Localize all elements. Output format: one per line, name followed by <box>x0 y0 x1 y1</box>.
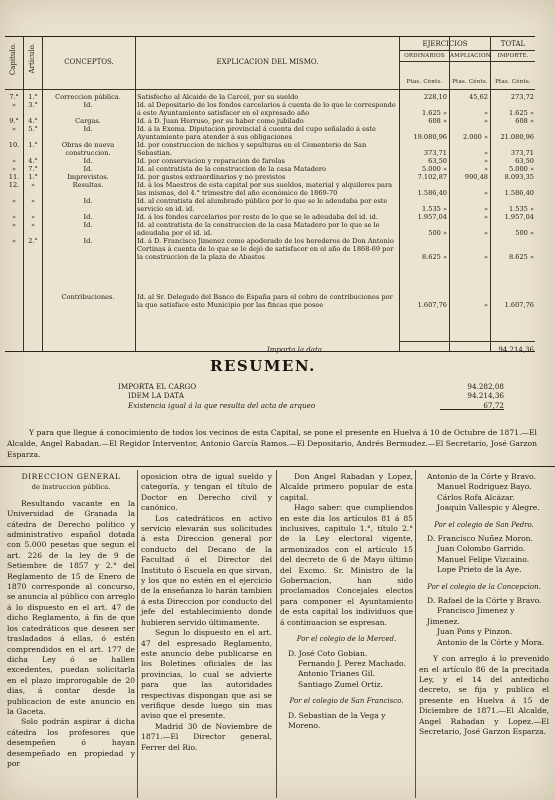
concejal-name: Fernando J. Perez Machado. <box>298 658 406 668</box>
header-conceptos: CONCEPTOS. <box>64 58 114 66</box>
cell-cap: » <box>11 125 17 133</box>
cell-tot: 8.093,35 <box>504 173 534 181</box>
cell-tot: 373,71 <box>510 149 534 157</box>
cell-con: Id. <box>83 101 93 109</box>
cell-exp: Id. al contratista de la construccion de la casa Matadero <box>137 165 327 173</box>
solicitudes-paragraph: Los catedráticos en activo servicio elevarán sus solicitudes á esta Direccion general por conducto del Decano de la Facultad ó el Director del Instituto ó Escuela en que sirvan, y los que no estén en el ejercicio de la enseñanza lo harán tambien á esta Direccion por conducto del jefe del establecimiento donde hubieren servido últimamente. <box>141 513 272 627</box>
cell-tot: 1.535 » <box>508 205 534 213</box>
cell-cap: » <box>11 101 17 109</box>
colegio-sanfrancisco-heading: Por el colegio de San Francisco. <box>289 697 404 706</box>
concejal-name: Manuel Rodriguez Bayo. <box>437 482 532 492</box>
cell-exp: Id. al Depositario de los fondos carcelarios á cuenta de lo que le corresponde á este Ayuntamiento satisfacer en el expresado año <box>137 101 396 117</box>
cell-art: 7.° <box>28 165 38 173</box>
oposicion-paragraph: oposicion otra de igual sueldo y categoría, y tengan el título de Doctor en Derecho civil y canónico. <box>141 472 272 513</box>
cell-cap: 10. <box>8 141 20 149</box>
cell-con: Id. <box>83 221 93 229</box>
ledger-row <box>5 293 535 309</box>
header-total: TOTAL <box>500 40 526 48</box>
cell-amp: » <box>483 165 488 173</box>
header-articulo: Articulo. <box>28 43 36 74</box>
ledger-row <box>5 117 535 125</box>
cell-amp: » <box>483 149 488 157</box>
ledger-row <box>5 141 535 157</box>
cell-ord: 228,10 <box>423 93 447 101</box>
cell-art: 1.° <box>28 93 38 101</box>
concejal-name: D. José Coto Gobian. <box>288 648 368 658</box>
cell-ord: 608 » <box>428 117 447 125</box>
cell-art: 4.° <box>28 157 38 165</box>
column-2 <box>141 472 272 753</box>
cell-ord: 7.102,87 <box>417 173 447 181</box>
cell-amp: » <box>483 301 488 309</box>
concejal-name: Santiago Zumel Ortiz. <box>298 679 383 689</box>
colegio-merced-heading: Por el colegio de la Merced. <box>296 635 397 644</box>
cell-amp: 45,62 <box>469 93 488 101</box>
cell-cap: » <box>11 157 17 165</box>
concejal-name: D. Sebastian de la Vega y Moreno. <box>288 710 386 730</box>
cell-art: 3.° <box>28 101 38 109</box>
ledger-table <box>5 36 535 352</box>
importe-label: Importa la data <box>267 346 322 354</box>
concejal-name: Manuel Felipe Vizcaino. <box>437 554 530 564</box>
cell-cap: » <box>11 237 17 245</box>
header-ptas-total: Ptas. Cénts. <box>495 79 531 85</box>
cell-amp: » <box>483 157 488 165</box>
cell-art: 1.° <box>28 141 38 149</box>
cell-ord: 1.957,04 <box>417 213 447 221</box>
existencia-label: Existencia igual á la que resulta del acta de arqueo <box>128 401 316 410</box>
cell-art: » <box>30 213 36 221</box>
data-value: 94.214,36 <box>467 391 504 400</box>
cell-tot: 500 » <box>515 229 534 237</box>
cell-tot: 608 » <box>515 117 534 125</box>
cell-con: Id. <box>83 165 93 173</box>
cell-ord: 1.607,76 <box>417 301 447 309</box>
cargo-value: 94.282,08 <box>467 382 504 391</box>
concejal-name: Antonio de la Córte y Bravo. <box>427 472 536 481</box>
resumen-existencia <box>118 401 538 410</box>
vacante-paragraph: Resultando vacante en la Universidad de Granada la cátedra de Derecho político y administrativo español dotada con 5.000 pesetas que segun el art. 226 de la ley de 9 de Setiembre de 1857 y 2.° del Reglamento de 15 de Enero de 1870 corresponde al concurso, se anuncia al público con arreglo á lo dispuesto en el art. 47 de dicho Reglamento, á fin de que los catedráticos que deseen ser trasladados á ellas, ó estén comprendidos en el art. 177 de dicha Ley ó se hallen excedentes, puedan solicitarla en el plazo improrogable de 20 dias, á contar desde la publicacion de este anuncio en la Gaceta. <box>7 498 135 716</box>
cell-ord: 1.625 » <box>421 109 447 117</box>
cell-amp: » <box>483 213 488 221</box>
cell-amp: 2.000 » <box>462 133 488 141</box>
importe-value: 94.214,36 <box>498 346 534 354</box>
cell-art: » <box>30 181 36 189</box>
concepcion-list <box>419 596 549 648</box>
cell-ord: 63,50 <box>428 157 447 165</box>
cell-tot: 1.957,04 <box>504 213 534 221</box>
cell-ord: 1.535 » <box>421 205 447 213</box>
cell-con: Obras de nueva construccion. <box>61 141 115 157</box>
concejal-name: Antonio de la Córte y Mora. <box>437 637 545 647</box>
data-label: IDEM LA DATA <box>128 391 184 400</box>
cell-tot: 63,50 <box>515 157 534 165</box>
ledger-row <box>5 157 535 165</box>
alcalde-heading: Don Angel Rabadan y Lopez, Alcalde primero popular de esta capital. <box>280 472 413 502</box>
direccion-subtitle: de instruccion pública. <box>31 483 111 492</box>
cell-tot: 1.586,40 <box>504 189 534 197</box>
cell-exp: Satisfecho al Alcaide de la Carcel, por su sueldo <box>137 93 299 101</box>
concejal-name: Juan Pons y Pinzon. <box>437 627 513 637</box>
cell-cap: » <box>11 221 17 229</box>
cell-cap: 7.° <box>9 93 19 101</box>
cell-con: Cargas. <box>75 117 101 125</box>
cell-tot: 1.607,76 <box>504 301 534 309</box>
cell-con: Imprevistos. <box>67 173 109 181</box>
cell-amp: 990,48 <box>464 173 488 181</box>
cell-exp: Id. á los fondos carcelarios por resto de lo que se le adeudaba del id. id. <box>137 213 378 221</box>
header-ptas-ampliacion: Ptas. Cénts. <box>452 79 488 85</box>
cell-con: Id. <box>83 157 93 165</box>
cell-art: 1.° <box>28 173 38 181</box>
colegio-sanpedro-heading: Por el colegio de San Pedro. <box>434 520 534 529</box>
cell-con: Correccion pública. <box>55 93 121 101</box>
cell-exp: Id. al Sr. Delegado del Banco de España para el cobro de contribuciones por la que satisface este Municipio por las fincas que posee <box>137 293 393 309</box>
cell-ord: 500 » <box>428 229 447 237</box>
cell-tot: 273,72 <box>510 93 534 101</box>
cell-ord: 8.625 » <box>421 253 447 261</box>
closing-paragraph: Y para que llegue á conocimiento de todos los vecinos de esta Capital, se pone el presente en Huelva á 10 de Octubre de 1871.—El Alcalde, Angel Rabadan.—El Regidor Interventor, Antonio García Ramos.—El Depositario, Andrés Bermudez.—El Secretario, José Garzon Esparza. <box>7 428 537 459</box>
concejal-name: D. Rafael de la Córte y Bravo. <box>427 596 542 606</box>
header-importe: IMPORTE. <box>497 53 529 59</box>
cell-art: 5.° <box>28 125 38 133</box>
resumen-title: RESUMEN. <box>210 357 316 375</box>
header-explicacion: EXPLICACION DEL MISMO. <box>216 58 319 66</box>
requisitos-paragraph: Solo podrán aspirar á dicha cátedra los profesores que desempeñen ó hayan desempeñado en propiedad y por <box>7 717 135 768</box>
ledger-row <box>5 93 535 101</box>
cell-cap: 9.° <box>9 117 19 125</box>
cell-exp: Id. por construccion de nichos y sepulturas en el Cementerio de San Sebastian. <box>137 141 367 157</box>
cell-con: Resultas. <box>72 181 104 189</box>
cell-amp: » <box>483 253 488 261</box>
cell-cap: 11. <box>8 173 20 181</box>
cell-exp: Id. al contratista del alumbrado público por lo que se le adeudaba por este servicio en id. id. <box>137 197 388 213</box>
cell-ord: 5.000 » <box>421 165 447 173</box>
continued-list <box>419 472 549 514</box>
column-4 <box>419 472 549 737</box>
cell-amp: » <box>483 205 488 213</box>
header-ptas-ordinarios: Ptas. Cénts. <box>406 79 443 85</box>
cell-exp: Id. á D. Juan Herruso, por su haber como jubilado <box>137 117 304 125</box>
cell-con: Id. <box>83 125 93 133</box>
fija-paragraph: Y con arreglo á lo prevenido en el artículo 86 de la precitada Ley, y el 14 del antedicho decreto, se fija y publica el presente en Huelva á 15 de Diciembre de 1871.—El Alcalde, Angel Rabadan y Lopez.—El Secretario, José Garzon Esparza. <box>419 654 549 736</box>
concejal-name: Juan Colombo Garrido. <box>437 544 526 554</box>
cell-cap: » <box>11 197 17 205</box>
cell-exp: Id. al contratista de la construccion de la casa Matadero por lo que se le adeudaba por el id. id. <box>137 221 380 237</box>
ledger-row <box>5 213 535 221</box>
cell-amp: » <box>483 109 488 117</box>
cell-exp: Id. á los Maestros de esta capital por sus sueldos, material y alquileres para las mismas, del 4.° trimestre del año económico de 1869-70 <box>137 181 393 197</box>
ledger-row <box>5 221 535 237</box>
ledger-row <box>5 101 535 117</box>
madrid-signature: Madrid 30 de Noviembre de 1871.—El Director general, Ferrer del Rio. <box>141 721 272 752</box>
cell-amp: » <box>483 189 488 197</box>
cell-art: » <box>30 221 36 229</box>
cell-amp: » <box>483 229 488 237</box>
existencia-value: 67,72 <box>483 401 504 410</box>
ledger-row <box>5 173 535 181</box>
cell-ord: 1.586,40 <box>417 189 447 197</box>
column-1 <box>7 472 135 769</box>
cell-exp: Id. por gastos extraordinarios y no previstos <box>137 173 286 181</box>
ledger-row <box>5 197 535 213</box>
column-3 <box>280 472 413 731</box>
section-divider <box>0 466 555 467</box>
cell-tot: 5.000 » <box>508 165 534 173</box>
header-ampliacion: AMPLIACION <box>450 53 491 59</box>
cell-tot: 1.625 » <box>508 109 534 117</box>
cell-tot: 21.080,96 <box>500 133 534 141</box>
header-ordinarios: ORDINARIOS <box>404 53 445 59</box>
cell-con: Id. <box>83 197 93 205</box>
cell-amp: » <box>483 117 488 125</box>
cell-con: Id. <box>83 237 93 245</box>
cell-exp: Id. á la Exema. Diputacion provincial á cuenta del cupo señalado á este Ayuntamiento para atender á sus obligaciones <box>137 125 376 141</box>
concejal-name: Joaquin Vallespic y Alegre. <box>437 503 540 513</box>
concejal-name: Francisco Jimenez y Jimenez. <box>427 606 515 626</box>
direccion-title: DIRECCION GENERAL <box>21 472 121 481</box>
cell-tot: 8.625 » <box>508 253 534 261</box>
ledger-row <box>5 181 535 197</box>
cell-exp: Id. á D. Francisco Jimenez como apoderado de los herederos de Don Antonio Cortinas á cuenta de lo que se le dejó de satisfacer en el año de 1868-69 por la construccion de la plaza de Abastos <box>137 237 394 261</box>
cell-con: Id. <box>83 213 93 221</box>
colegio-concepcion-heading: Por el colegio de la Concepcion. <box>427 582 541 591</box>
cell-art: » <box>30 197 36 205</box>
header-capitulo: Capitulo. <box>9 43 17 76</box>
ledger-row <box>5 165 535 173</box>
cell-cap: 12. <box>8 181 20 189</box>
cargo-label: IMPORTA EL CARGO <box>118 382 197 391</box>
cell-cap: » <box>11 165 17 173</box>
concejal-name: Cárlos Rofa Alcázar. <box>437 492 515 502</box>
merced-list <box>280 649 413 691</box>
hago-saber-paragraph: Hago saber: que cumpliendos en este dia los artículos 81 á 85 inclusives, capitulo 1.°, título 2.° de la Ley electoral vigente, armonizados con el artículo 15 del decreto de 6 de Mayo último del Excmo. Sr. Ministro de la Gobernacion, han sido proclamados Concejales electos para componer el Ayuntamiento de esta capital los individuos que á continuacion se espresan. <box>280 503 413 627</box>
resumen-data <box>118 391 538 400</box>
sanfrancisco-list <box>280 711 413 732</box>
cell-exp: Id. por conservacion y reparacion de farolas <box>137 157 285 165</box>
resumen-cargo <box>118 382 538 391</box>
concejal-name: Lope Prieto de la Aye. <box>437 565 522 575</box>
cell-art: 2.° <box>28 237 38 245</box>
ledger-row <box>5 125 535 141</box>
cell-art: 4.° <box>28 117 38 125</box>
cell-ord: 373,71 <box>423 149 447 157</box>
sanpedro-list <box>419 534 549 576</box>
boletines-paragraph: Segun lo dispuesto en el art. 47 del espresado Reglamento, este anuncio debe publicarse en los Boletines oficiales de las provincias, lo cual se advierte para que las autoridades respectivas dispongan que asi se verifique desde luego sin mas aviso que el presente. <box>141 628 272 721</box>
cell-ord: 19.080,96 <box>413 133 447 141</box>
header-ejercicios: EJERCICIOS <box>422 40 468 48</box>
concejal-name: D. Francisco Nuñez Moron. <box>427 534 533 544</box>
cell-cap: » <box>11 213 17 221</box>
ledger-row <box>5 237 535 261</box>
concejal-name: Antonio Trianes Gil. <box>298 669 375 679</box>
cell-con: Contribuciones. <box>61 293 115 301</box>
